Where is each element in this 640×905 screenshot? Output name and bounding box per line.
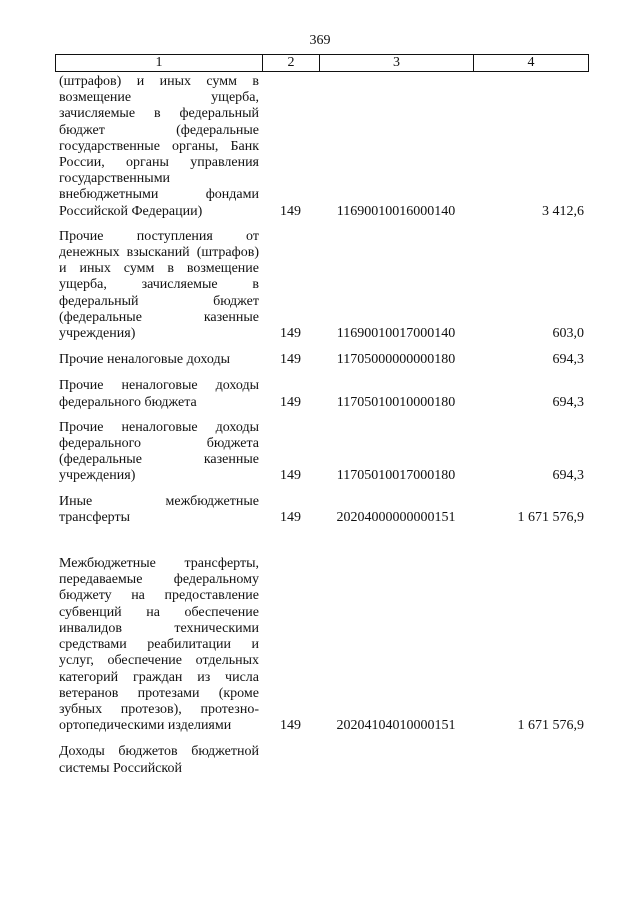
row-amount: 3 412,6 (542, 203, 584, 219)
header-col-1: 1 (56, 55, 263, 72)
row-admin-code: 149 (280, 394, 301, 410)
row-name: Межбюджетные трансферты, передаваемые федеральному бюджету на предоставление субвенций на обеспечение инвалидов техническими средствами реабилитации и услуг, обеспечение отдельных категорий граждан из числа ветеранов протезами (кроме зубных протезов), протезно-ортопедическими изделиями (59, 556, 259, 734)
row-income-code: 11705010010000180 (336, 394, 456, 410)
table-row (55, 352, 588, 368)
table-row (55, 744, 588, 776)
row-admin-code: 149 (280, 326, 301, 342)
row-admin-code: 149 (280, 509, 301, 525)
table-row (55, 74, 588, 220)
table-body (55, 71, 588, 777)
row-admin-code: 149 (280, 203, 301, 219)
page-number: 369 (309, 33, 331, 48)
row-admin-code: 149 (280, 718, 301, 734)
row-name: (штрафов) и иных сумм в возмещение ущерба, зачисляемые в федеральный бюджет (федеральные государственные органы, Банк России, органы управления государственными внебюджетными фондами Российской Федерации) (59, 74, 259, 219)
row-amount: 694,3 (552, 394, 584, 410)
row-amount: 694,3 (552, 468, 584, 484)
row-income-code: 11690010016000140 (336, 203, 456, 219)
header-col-4: 4 (474, 55, 589, 72)
row-name: Прочие неналоговые доходы федерального бюджета (59, 378, 259, 410)
table-row (55, 378, 588, 410)
row-name: Прочие неналоговые доходы федерального бюджета (федеральные казенные учреждения) (59, 419, 259, 484)
row-income-code: 11705000000000180 (336, 352, 456, 368)
row-name: Доходы бюджетов бюджетной системы Российской (59, 744, 259, 776)
row-name: Иные межбюджетные трансферты (59, 493, 259, 525)
header-col-2: 2 (263, 55, 320, 72)
row-name: Прочие неналоговые доходы (59, 352, 231, 368)
table-row (55, 494, 588, 526)
row-income-code: 20204000000000151 (336, 509, 456, 525)
row-amount: 694,3 (552, 352, 584, 368)
row-name: Прочие поступления от денежных взысканий (штрафов) и иных сумм в возмещение ущерба, зачисляемые в федеральный бюджет (федеральные казенные учреждения) (59, 228, 259, 342)
row-admin-code: 149 (280, 352, 301, 368)
header-col-3: 3 (320, 55, 474, 72)
table-header (55, 54, 589, 72)
row-income-code: 11690010017000140 (336, 326, 456, 342)
row-income-code: 11705010017000180 (336, 468, 456, 484)
table-row (55, 229, 588, 342)
table-row (55, 556, 588, 734)
table-row (55, 420, 588, 485)
row-income-code: 20204104010000151 (336, 718, 456, 734)
row-amount: 1 671 576,9 (517, 718, 584, 734)
row-amount: 1 671 576,9 (517, 509, 584, 525)
row-amount: 603,0 (552, 326, 584, 342)
row-admin-code: 149 (280, 468, 301, 484)
